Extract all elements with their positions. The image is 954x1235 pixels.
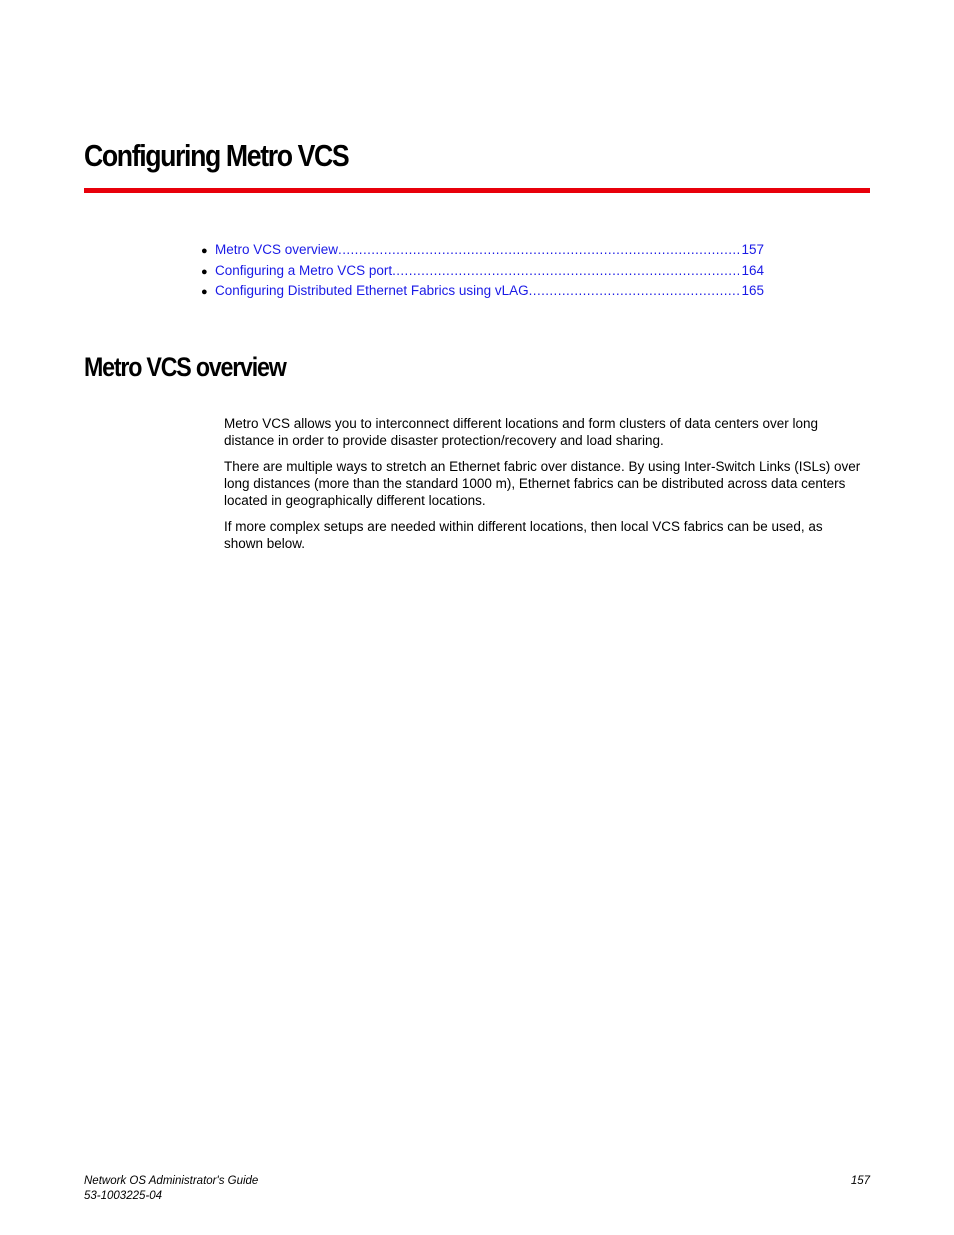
toc-item	[201, 240, 764, 261]
bullet-icon: ●	[201, 265, 208, 278]
toc-item	[201, 261, 764, 282]
section-body	[224, 415, 864, 561]
footer-guide-title: Network OS Administrator's Guide	[84, 1175, 259, 1187]
toc-leader-dots	[529, 281, 740, 302]
body-paragraph: If more complex setups are needed within different locations, then local VCS fabrics can be used, as shown below.	[224, 519, 823, 551]
chapter-title: Configuring Metro VCS	[84, 138, 349, 173]
toc-leader-dots	[338, 240, 739, 261]
chapter-title-rule	[84, 188, 870, 193]
toc-link-configuring-distributed-ethernet-fabrics[interactable]	[215, 281, 764, 302]
toc-page-number: 157	[741, 242, 764, 257]
section-title: Metro VCS overview	[84, 352, 286, 382]
toc-page-number: 165	[741, 283, 764, 298]
toc-link-metro-vcs-overview[interactable]	[215, 240, 764, 261]
toc-link-label: Configuring Distributed Ethernet Fabrics using vLAG	[215, 283, 529, 298]
bullet-icon: ●	[201, 286, 208, 298]
body-paragraph: There are multiple ways to stretch an Ethernet fabric over distance. By using Inter-Switch Links (ISLs) over long distances (more than the standard 1000 m), Ethernet fabrics can be distributed across data centers located in geographically different locations.	[224, 459, 861, 508]
toc-leader-dots	[392, 261, 739, 282]
mini-toc	[201, 240, 764, 302]
toc-link-configuring-metro-vcs-port[interactable]	[215, 261, 764, 282]
toc-page-number: 164	[741, 262, 764, 278]
toc-link-label: Metro VCS overview	[215, 242, 339, 257]
bullet-icon: ●	[201, 245, 208, 257]
toc-item	[201, 281, 764, 302]
footer-page-number: 157	[850, 1175, 870, 1187]
footer-doc-number: 53-1003225-04	[84, 1190, 163, 1202]
body-paragraph: Metro VCS allows you to interconnect different locations and form clusters of data centers over long distance in order to provide disaster protection/recovery and load sharing.	[224, 416, 819, 448]
page-footer	[84, 1174, 870, 1204]
toc-link-label: Configuring a Metro VCS port	[215, 262, 393, 278]
